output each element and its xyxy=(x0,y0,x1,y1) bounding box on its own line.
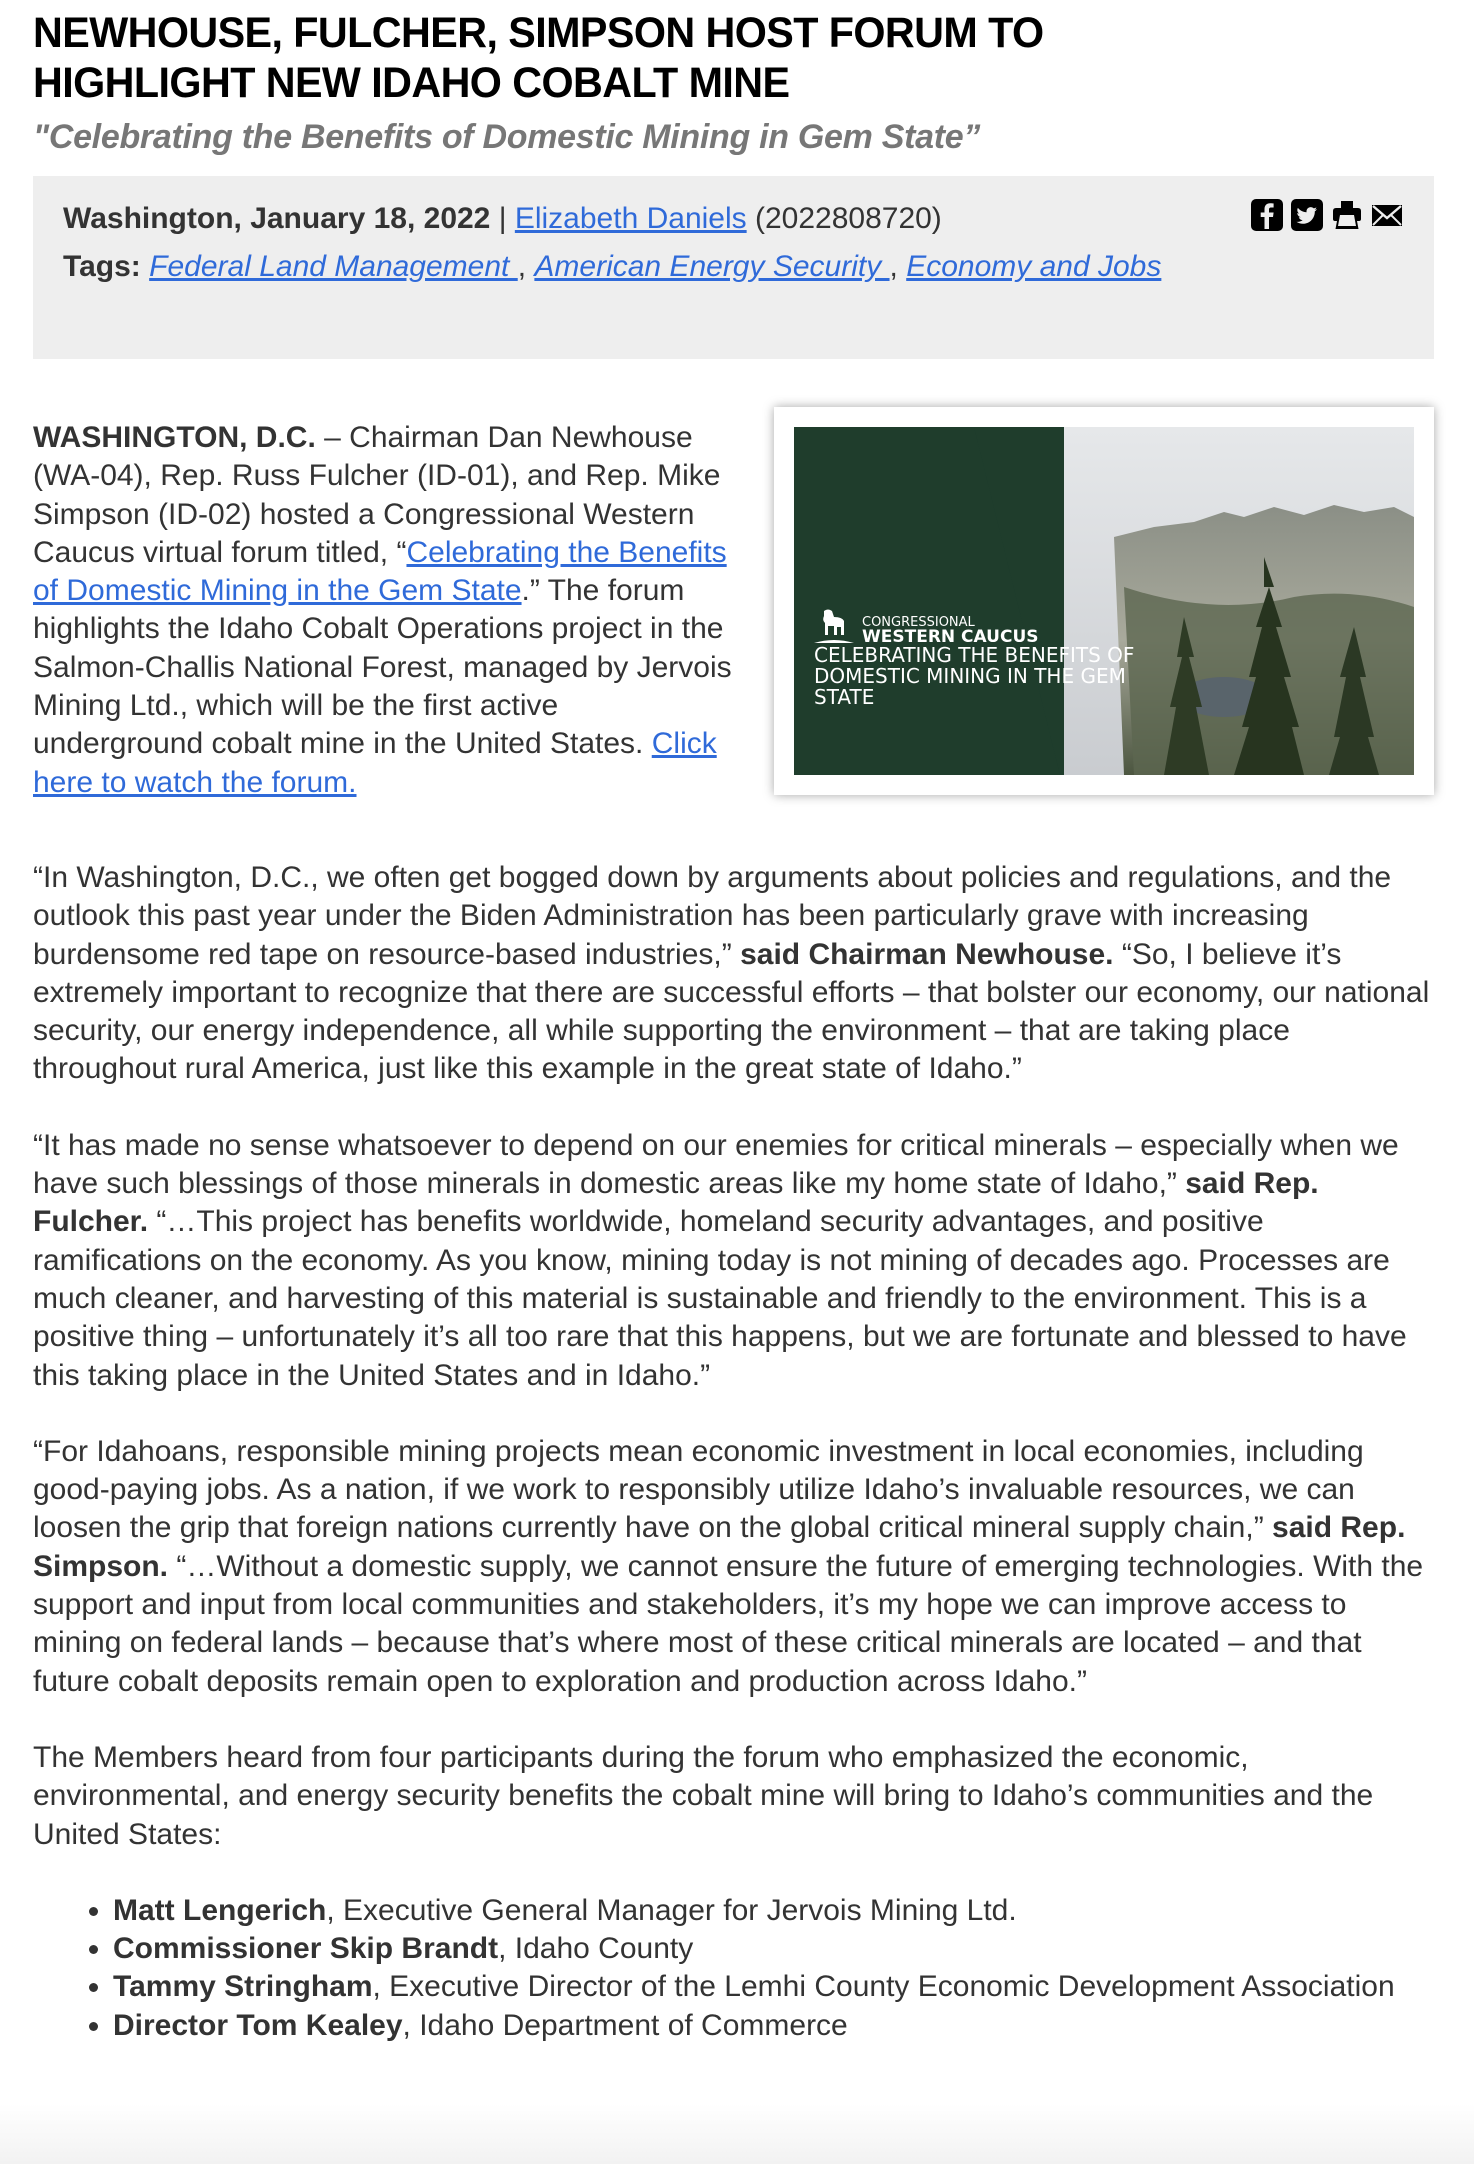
tag-link[interactable]: Economy and Jobs xyxy=(906,250,1162,283)
speaker-attribution: said Rep. Simpson. xyxy=(33,1511,1406,1583)
caucus-name-line2: WESTERN CAUCUS xyxy=(862,627,1039,647)
caucus-logo xyxy=(814,607,1039,645)
quote-text: “…Without a domestic supply, we cannot ensure the future of emerging technologies. With the support and input from local communities and stakeholders, it’s my hope we can improve access to mining on federal lands – because that’s where most of these critical minerals are located – and that future cobalt deposits remain open to exploration and production across Idaho.” xyxy=(33,1549,1424,1698)
quote-text: “…This project has benefits worldwide, homeland security advantages, and positive ramifications on the economy. As you know, mining today is not mining of decades ago. Processes are much cleaner, and harvesting of this material is sustainable and friendly to the environment. This is a positive thing – unfortunately it’s all too rare that this happens, but we are fortunate and blessed to have this taking place in the United States and in Idaho.” xyxy=(33,1205,1407,1392)
participants-list xyxy=(33,1892,1434,2045)
byline-separator: | xyxy=(490,202,515,235)
list-item xyxy=(113,2007,1434,2045)
facebook-icon[interactable] xyxy=(1250,198,1284,232)
byline xyxy=(63,195,1163,243)
twitter-icon[interactable] xyxy=(1290,198,1324,232)
article-meta-box xyxy=(33,176,1434,359)
page-subtitle: "Celebrating the Benefits of Domestic Mining in Gem State” xyxy=(33,118,981,156)
participant-role: , Idaho County xyxy=(498,1932,694,1966)
quote-simpson xyxy=(33,1433,1434,1701)
tag-separator: , xyxy=(517,250,535,283)
participant-role: , Idaho Department of Commerce xyxy=(402,2008,848,2042)
list-item xyxy=(113,1892,1434,1930)
intro-text: – Chairman Dan Newhouse (WA-04), Rep. Russ Fulcher (ID-01), and Rep. Mike Simpson (ID-02) hosted a Congressional Western Caucus virtual forum titled, “ xyxy=(33,421,721,569)
tags xyxy=(63,243,1163,291)
author-link[interactable]: Elizabeth Daniels xyxy=(514,202,747,235)
mountain-photo xyxy=(794,427,1414,775)
speaker-attribution: said Rep. Fulcher. xyxy=(33,1167,1319,1239)
speaker-attribution: said Chairman Newhouse. xyxy=(740,937,1114,971)
quote-text: “In Washington, D.C., we often get bogged down by arguments about policies and regulations, and the outlook this past year under the Biden Administration has been particularly grave with increasing burdensome red tape on resource-based industries,” xyxy=(33,861,1392,971)
forum-banner-image xyxy=(794,427,1414,775)
bison-icon xyxy=(814,607,854,645)
print-icon[interactable] xyxy=(1330,198,1364,232)
participant-name: Commissioner Skip Brandt xyxy=(113,1932,499,1966)
banner-headline: CELEBRATING THE BENEFITS OF DOMESTIC MINING IN THE GEM STATE xyxy=(814,643,1135,709)
participant-role: , Executive Director of the Lemhi County Economic Development Association xyxy=(372,1970,1395,2004)
participant-name: Tammy Stringham xyxy=(113,1970,373,2004)
forum-title-link[interactable]: Celebrating the Benefits of Domestic Mining in the Gem State xyxy=(33,535,727,608)
article xyxy=(33,0,1434,2045)
tag-link[interactable]: Federal Land Management xyxy=(149,250,518,283)
intro-text: .” The forum highlights the Idaho Cobalt Operations project in the Salmon-Challis National Forest, managed by Jervois Mining Ltd., which will be the first active underground cobalt mine in the United States. xyxy=(33,574,732,761)
author-phone: (2022808720) xyxy=(746,202,942,235)
caucus-name-line1: CONGRESSIONAL xyxy=(862,615,975,630)
quote-text: “For Idahoans, responsible mining projects mean economic investment in local economies, including good-paying jobs. As a nation, if we work to responsibly utilize Idaho’s invaluable resources, we can loosen the grip that foreign nations currently have on the global critical mineral supply chain,” xyxy=(33,1434,1364,1545)
forum-banner-figure[interactable] xyxy=(774,407,1434,795)
dateline-lead: WASHINGTON, D.C. xyxy=(33,421,316,454)
watch-forum-link[interactable]: Click here to watch the forum. xyxy=(33,727,717,799)
participant-name: Director Tom Kealey xyxy=(113,2008,403,2042)
participants-intro: The Members heard from four participants during the forum who emphasized the economic, environmental, and energy security benefits the cobalt mine will bring to Idaho’s communities and the United States: xyxy=(33,1740,1374,1851)
quote-text: “It has made no sense whatsoever to depend on our enemies for critical minerals – especially when we have such blessings of those minerals in domestic areas like my home state of Idaho,” xyxy=(33,1128,1399,1201)
participant-role: , Executive General Manager for Jervois Mining Ltd. xyxy=(326,1893,1017,1927)
tags-label: Tags: xyxy=(63,250,141,283)
quote-fulcher xyxy=(33,1127,1434,1395)
quote-newhouse xyxy=(33,859,1434,1089)
quote-text: “So, I believe it’s extremely important to recognize that there are successful efforts – that bolster our economy, our national security, our energy independence, all while supporting the environment – that are taking place throughout rural America, just like this example in the great state of Idaho.” xyxy=(33,937,1430,1086)
list-item xyxy=(113,1930,1434,1968)
article-body xyxy=(33,419,1434,2045)
page-title: NEWHOUSE, FULCHER, SIMPSON HOST FORUM TO HIGHLIGHT NEW IDAHO COBALT MINE xyxy=(33,9,1044,107)
dateline: Washington, January 18, 2022 xyxy=(63,202,491,235)
page-bottom-fade xyxy=(0,2104,1474,2164)
share-toolbar xyxy=(1250,198,1404,232)
tag-separator: , xyxy=(889,250,907,283)
participant-name: Matt Lengerich xyxy=(113,1893,327,1927)
tag-link[interactable]: American Energy Security xyxy=(534,250,890,283)
list-item xyxy=(113,1968,1434,2006)
email-icon[interactable] xyxy=(1370,198,1404,232)
